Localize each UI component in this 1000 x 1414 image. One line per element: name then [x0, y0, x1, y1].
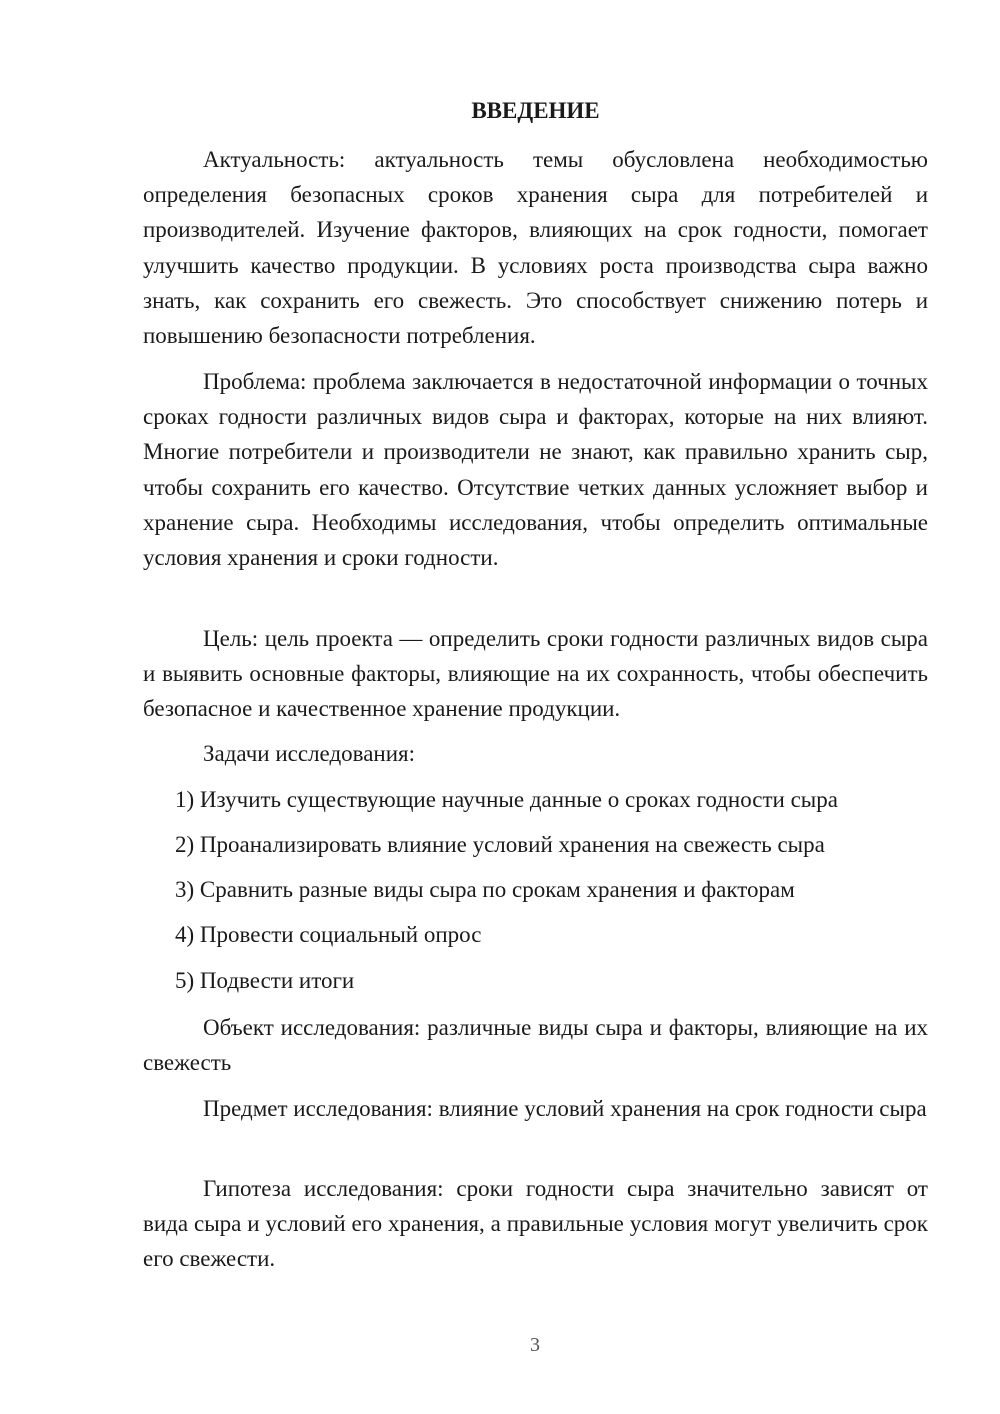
paragraph-subject: Предмет исследования: влияние условий хранения на срок годности сыра	[203, 1096, 927, 1121]
task-item: 2) Проанализировать влияние условий хранения на свежесть сыра	[175, 832, 825, 857]
page-number: 3	[530, 1334, 540, 1356]
page-title: ВВЕДЕНИЕ	[471, 98, 600, 123]
paragraph-goal: Цель: цель проекта — определить сроки годности различных видов сыра и выявить основные факторы, влияющие на их сохранность, чтобы обеспечить безопасное и качественное хранение продукции.	[143, 626, 928, 722]
paragraph-hypothesis: Гипотеза исследования: сроки годности сыра значительно зависят от вида сыра и условий его хранения, а правильные условия могут увеличить срок его свежести.	[143, 1176, 928, 1272]
task-item: 5) Подвести итоги	[175, 968, 355, 993]
task-item: 3) Сравнить разные виды сыра по срокам хранения и факторам	[175, 877, 795, 902]
paragraph-problem: Проблема: проблема заключается в недостаточной информации о точных сроках годности различных видов сыра и факторах, которые на них влияют. Многие потребители и производители не знают, как правильно хранить сыр, чтобы сохранить его качество. Отсутствие четких данных усложняет выбор и хранение сыра. Необходимы исследования, чтобы определить оптимальные условия хранения и сроки годности.	[143, 369, 928, 571]
tasks-heading: Задачи исследования:	[203, 741, 416, 766]
task-item: 1) Изучить существующие научные данные о сроках годности сыра	[175, 787, 838, 812]
paragraph-object: Объект исследования: различные виды сыра и факторы, влияющие на их свежесть	[143, 1015, 928, 1076]
paragraph-relevance: Актуальность: актуальность темы обусловлена необходимостью определения безопасных сроков хранения сыра для потребителей и производителей. Изучение факторов, влияющих на срок годности, помогает улучшить качество продукции. В условиях роста производства сыра важно знать, как сохранить его свежесть. Это способствует снижению потерь и повышению безопасности потребления.	[143, 147, 928, 349]
task-item: 4) Провести социальный опрос	[175, 922, 482, 947]
